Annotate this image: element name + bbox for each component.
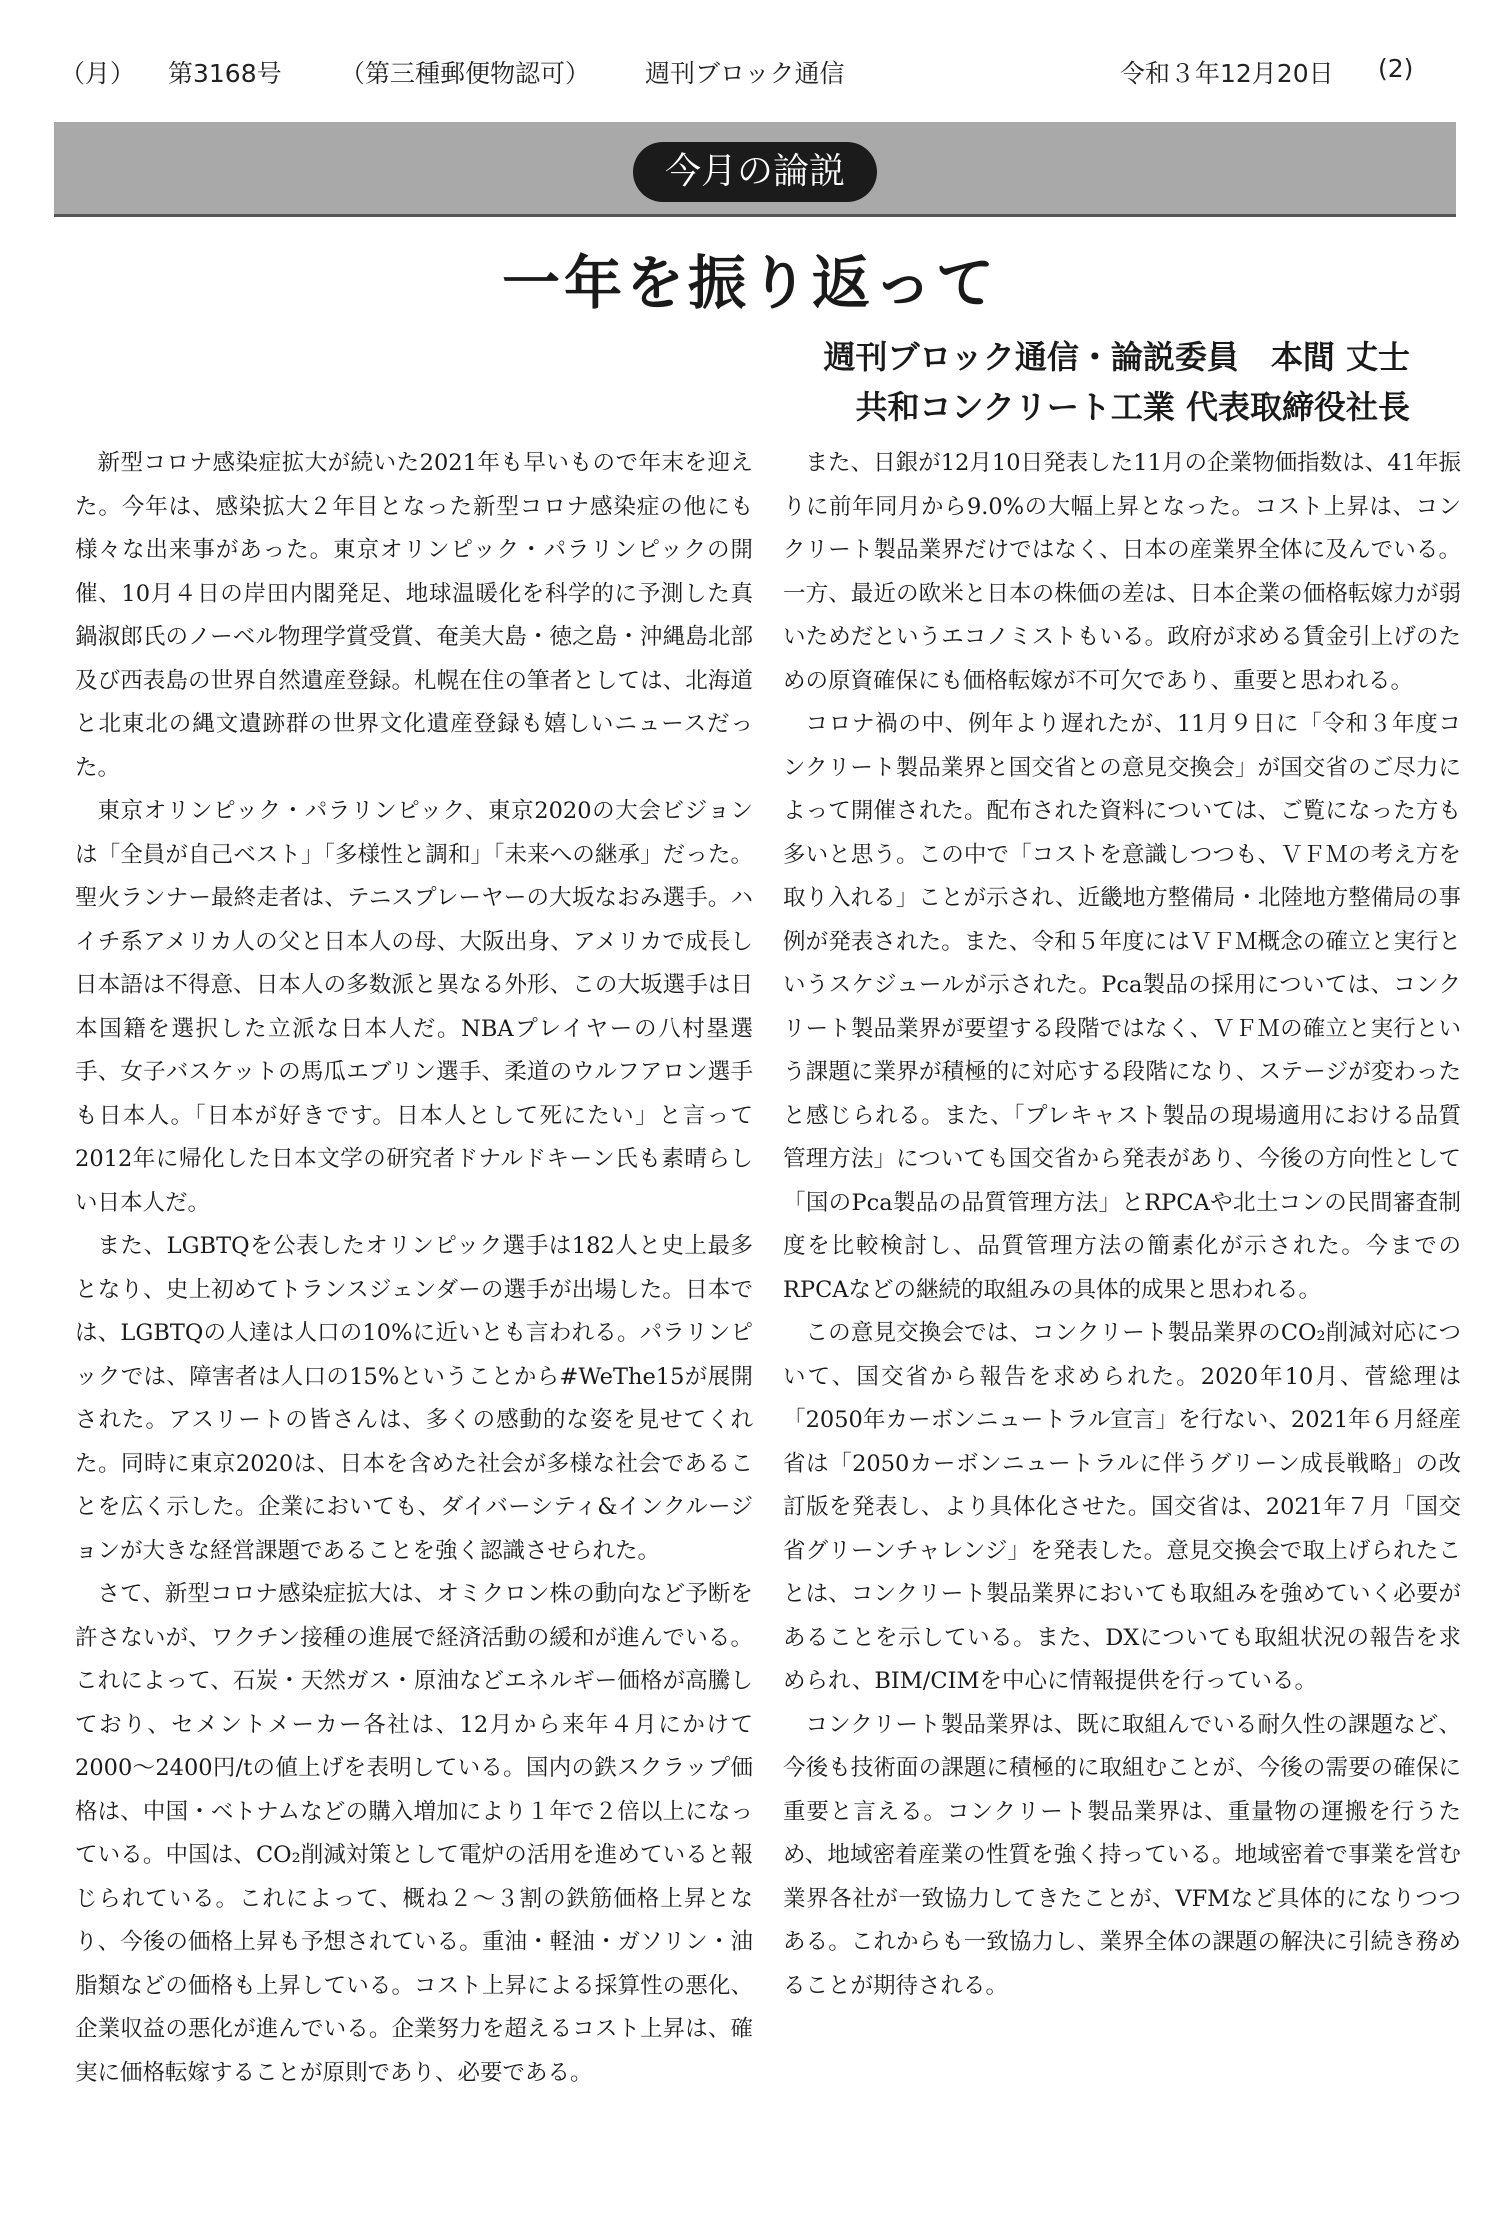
header-page-number: (2) [1378, 54, 1414, 83]
section-label: 今月の論説 [633, 142, 877, 202]
paragraph: また、日銀が12月10日発表した11月の企業物価指数は、41年振りに前年同月から9.0%の大幅上昇となった。コスト上昇は、コンクリート製品業界だけではなく、日本の産業界全体に及んでいる。一方、最近の欧米と日本の株価の差は、日本企業の価格転嫁力が弱いためだというエコノミストもいる。政府が求める賃金引上げのための原資確保にも価格転嫁が不可欠であり、重要と思われる。 [783, 450, 1461, 694]
paragraph: 新型コロナ感染症拡大が続いた2021年も早いもので年末を迎えた。今年は、感染拡大２年目となった新型コロナ感染症の他にも様々な出来事があった。東京オリンピック・パラリンピックの開催、10月４日の岸田内閣発足、地球温暖化を科学的に予測した真鍋淑郎氏のノーベル物理学賞受賞、奄美大島・徳之島・沖縄島北部及び西表島の世界自然遺産登録。札幌在住の筆者としては、北海道と北東北の縄文遺跡群の世界文化遺産登録も嬉しいニュースだった。 [75, 450, 753, 781]
paragraph: また、LGBTQを公表したオリンピック選手は182人と史上最多となり、史上初めてトランスジェンダーの選手が出場した。日本では、LGBTQの人達は人口の10%に近いとも言われる。パラリンピックでは、障害者は人口の15%ということから#WeThe15が展開された。アスリートの皆さんは、多くの感動的な姿を見せてくれた。同時に東京2020は、日本を含めた社会が多様な社会であることを広く示した。企業においても、ダイバーシティ&インクルージョンが大きな経営課題であることを強く認識させられた。 [75, 1233, 753, 1564]
byline-affiliation: 共和コンクリート工業 代表取締役社長 [855, 388, 1410, 426]
paragraph: この意見交換会では、コンクリート製品業界のCO₂削減対応について、国交省から報告を求められた。2020年10月、菅総理は「2050年カーボンニュートラル宣言」を行ない、2021年６月経産省は「2050カーボンニュートラルに伴うグリーン成長戦略」の改訂版を発表し、より具体化させた。国交省は、2021年７月「国交省グリーンチャレンジ」を発表した。意見交換会で取上げられたことは、コンクリート製品業界においても取組みを強めていく必要があることを示している。また、DXについても取組状況の報告を求められ、BIM/CIMを中心に情報提供を行っている。 [783, 1320, 1461, 1694]
paragraph: さて、新型コロナ感染症拡大は、オミクロン株の動向など予断を許さないが、ワクチン接種の進展で経済活動の緩和が進んでいる。これによって、石炭・天然ガス・原油などエネルギー価格が高騰しており、セメントメーカー各社は、12月から来年４月にかけて2000～2400円/tの値上げを表明している。国内の鉄スクラップ価格は、中国・ベトナムなどの購入増加により１年で２倍以上になっている。中国は、CO₂削減対策として電炉の活用を進めていると報じられている。これによって、概ね２～３割の鉄筋価格上昇となり、今後の価格上昇も予想されている。重油・軽油・ガソリン・油脂類などの価格も上昇している。コスト上昇による採算性の悪化、企業収益の悪化が進んでいる。企業努力を超えるコスト上昇は、確実に価格転嫁することが原則であり、必要である。 [75, 1581, 753, 2086]
section-banner [54, 122, 1456, 217]
page-header [60, 48, 1440, 92]
header-day: （月） [60, 59, 136, 88]
article-column-right [783, 442, 1461, 2192]
paragraph: 東京オリンピック・パラリンピック、東京2020の大会ビジョンは「全員が自己ベスト」「多様性と調和」「未来への継承」だった。聖火ランナー最終走者は、テニスプレーヤーの大坂なおみ選手。ハイチ系アメリカ人の父と日本人の母、大阪出身、アメリカで成長し日本語は不得意、日本人の多数派と異なる外形、この大坂選手は日本国籍を選択した立派な日本人だ。NBAプレイヤーの八村塁選手、女子バスケットの馬瓜エブリン選手、柔道のウルフアロン選手も日本人。「日本が好きです。日本人として死にたい」と言って2012年に帰化した日本文学の研究者ドナルドキーン氏も素晴らしい日本人だ。 [75, 798, 753, 1216]
article-column-left [75, 442, 753, 2192]
paragraph: コンクリート製品業界は、既に取組んでいる耐久性の課題など、今後も技術面の課題に積極的に取組むことが、今後の需要の確保に重要と言える。コンクリート製品業界は、重量物の運搬を行うため、地域密着産業の性質を強く持っている。地域密着で事業を営む業界各社が一致協力してきたことが、VFMなど具体的になりつつある。これからも一致協力し、業界全体の課題の解決に引続き務めることが期待される。 [783, 1711, 1461, 1999]
article-title: 一年を振り返って [501, 249, 998, 317]
byline-author: 週刊ブロック通信・論説委員 本間 丈士 [823, 338, 1410, 376]
paragraph: コロナ禍の中、例年より遅れたが、11月９日に「令和３年度コンクリート製品業界と国交省との意見交換会」が国交省のご尽力によって開催された。配布された資料については、ご覧になった方も多いと思う。この中で「コストを意識しつつも、ＶＦＭの考え方を取り入れる」ことが示され、近畿地方整備局・北陸地方整備局の事例が発表された。また、令和５年度にはＶＦＭ概念の確立と実行というスケジュールが示された。Pca製品の採用については、コンクリート製品業界が要望する段階ではなく、ＶＦＭの確立と実行という課題に業界が積極的に対応する段階になり、ステージが変わったと感じられる。また、「プレキャスト製品の現場適用における品質管理方法」についても国交省から発表があり、今後の方向性として「国のPca製品の品質管理方法」とRPCAや北土コンの民間審査制度を比較検討し、品質管理方法の簡素化が示された。今までのRPCAなどの継続的取組みの具体的成果と思われる。 [783, 711, 1461, 1303]
header-postal-permit: （第三種郵便物認可） [340, 59, 591, 88]
header-date: 令和３年12月20日 [1120, 59, 1334, 88]
header-publication-name: 週刊ブロック通信 [645, 59, 845, 88]
header-issue-number: 第3168号 [168, 59, 282, 88]
